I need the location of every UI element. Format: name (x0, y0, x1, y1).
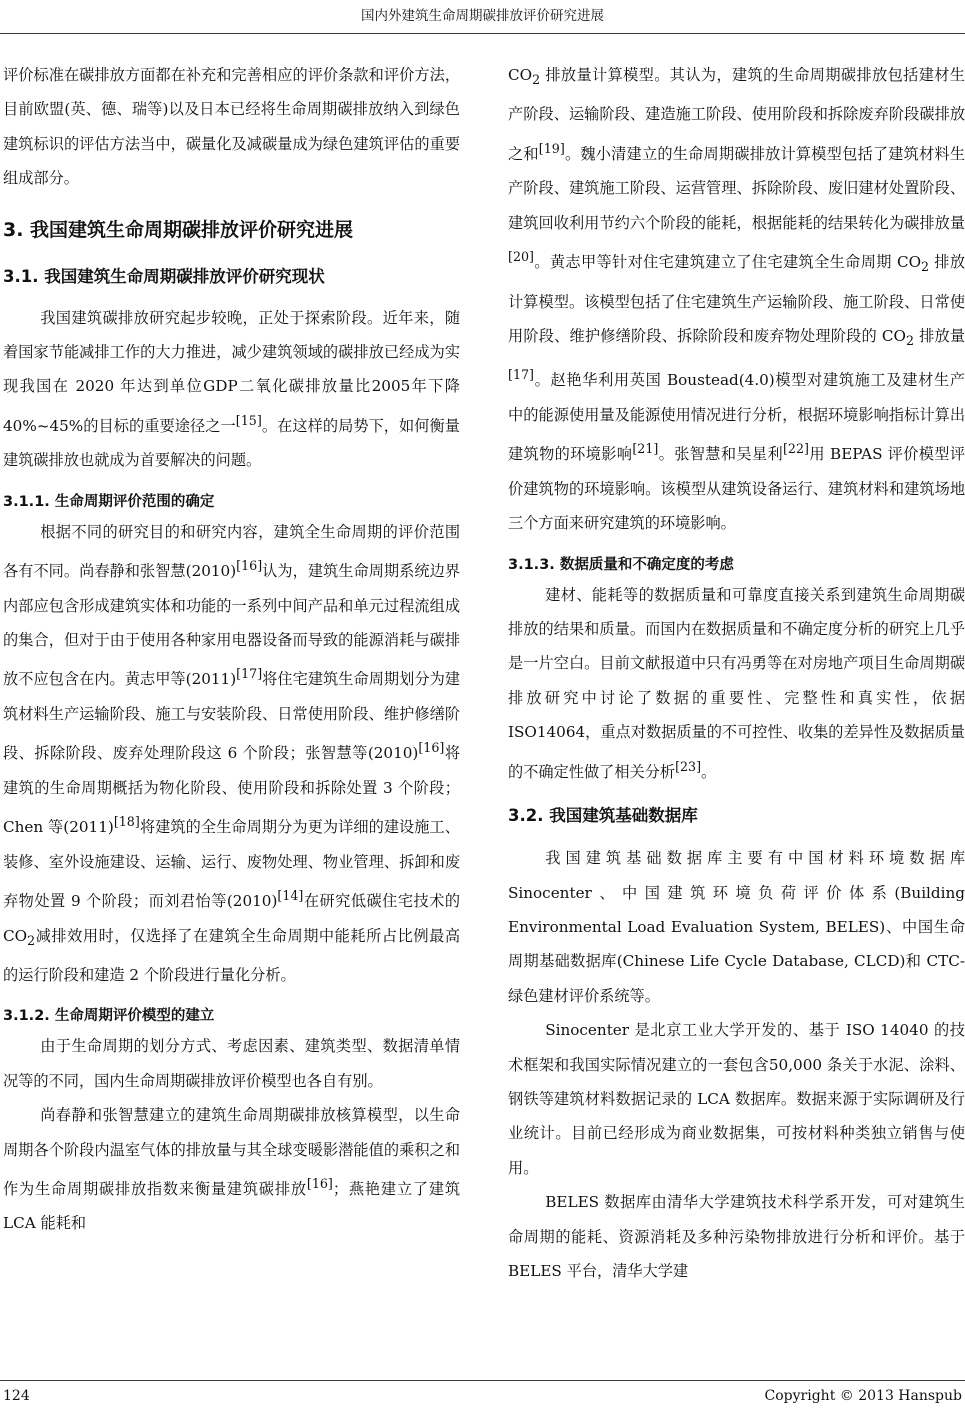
citation: [20] (508, 249, 534, 265)
copyright-notice: Copyright © 2013 Hanspub (764, 1388, 962, 1404)
section-3-2-paragraph-3: BELES 数据库由清华大学建筑技术科学系开发，可对建筑生命周期的能耗、资源消耗及多种污染物排放进行分析和评价。基于 BELES 平台，清华大学建 (508, 1193, 965, 1280)
subscript: 2 (921, 259, 930, 275)
header-rule (0, 33, 965, 34)
citation: [23] (675, 758, 702, 774)
citation: [17] (508, 367, 534, 383)
section-3-1-1-paragraph: 根据不同的研究目的和研究内容，建筑全生命周期的评价范围各有不同。尚春静和张智慧(2010)[16]认为，建筑生命周期系统边界内部应包含形成建筑实体和功能的一系列中间产品和单元过程流组成的集合，但对于由于使用各种家用电器设备而导致的能源消耗与碳排放不应包含在内。黄志甲等(2011)[17]将住宅建筑生命周期划分为建筑材料生产运输阶段、施工与安装阶段、日常使用阶段、维护修缮阶段、拆除阶段、废弃处理阶段这 6 个阶段；张智慧等(2010)[16]将建筑的生命周期概括为物化阶段、使用阶段和拆除处置 3 个阶段；Chen 等(2011)[18]将建筑的全生命周期分为更为详细的建设施工、装修、室外设施建设、运输、运行、废物处理、物业管理、拆卸和废弃物处置 9 个阶段；而刘君怡等(2010)[14]在研究低碳住宅技术的 $CO_2$减排效用时，仅选择了在建筑全生命周期中能耗所占比例最高的运行阶段和建造 2 个阶段进行量化分析。 (3, 522, 461, 984)
right-column (508, 58, 965, 1288)
citation: [19] (538, 140, 565, 156)
section-3-1-1-heading: 3.1.1. 生命周期评价范围的确定 (3, 493, 215, 510)
section-3-1-heading: 3.1. 我国建筑生命周期碳排放评价研究现状 (3, 266, 325, 286)
page-number: 124 (3, 1388, 30, 1404)
citation: [16] (418, 740, 445, 756)
running-title: 国内外建筑生命周期碳排放评价研究进展 (361, 8, 604, 24)
citation: [16] (236, 558, 263, 574)
subscript: 2 (906, 333, 915, 349)
citation: [22] (782, 441, 809, 457)
section-3-heading: 3. 我国建筑生命周期碳排放评价研究进展 (3, 218, 354, 241)
section-3-1-3-heading: 3.1.3. 数据质量和不确定度的考虑 (508, 556, 734, 573)
left-column (3, 58, 460, 1241)
section-3-2-heading: 3.2. 我国建筑基础数据库 (508, 806, 698, 826)
citation: [21] (632, 441, 659, 457)
footer-rule (0, 1380, 965, 1381)
citation: [15] (235, 412, 262, 428)
section-3-2-paragraph-2: Sinocenter 是北京工业大学开发的、基于 ISO 14040 的技术框架和我国实际情况建立的一套包含50,000 条关于水泥、涂料、钢铁等建筑材料数据记录的 LCA 数据库。数据来源于实际调研及行业统计。目前已经形成为商业数据集，可按材料种类独立销售与使用。 (508, 1021, 965, 1177)
section-3-1-paragraph: 我国建筑碳排放研究起步较晚，正处于探索阶段。近年来，随着国家节能减排工作的大力推进，减少建筑领域的碳排放已经成为实现我国在 2020 年达到单位GDP二氧化碳排放量比2005年下降40%~45%的目标的重要途径之一[15]。在这样的局势下，如何衡量建筑碳排放也就成为首要解决的问题。 (3, 308, 460, 470)
citation: [17] (236, 666, 263, 682)
section-3-1-2-paragraph-1: 由于生命周期的划分方式、考虑因素、建筑类型、数据清单情况等的不同，国内生命周期碳排放评价模型也各自有别。 (3, 1037, 460, 1090)
continued-paragraph: $CO_2$ 排放量计算模型。其认为，建筑的生命周期碳排放包括建材生产阶段、运输阶段、建造施工阶段、使用阶段和拆除废弃阶段碳排放之和[19]。魏小清建立的生命周期碳排放计算模型包括了建筑材料生产阶段、建筑施工阶段、运营管理、拆除阶段、废旧建材处置阶段、建筑回收利用节约六个阶段的能耗，根据能耗的结果转化为碳排放量[20]。黄志甲等针对住宅建筑建立了住宅建筑全生命周期 $CO_2$ 排放计算模型。该模型包括了住宅建筑生产运输阶段、施工阶段、日常使用阶段、维护修缮阶段、拆除阶段和废弃物处理阶段的 $CO_2$ 排放量[17]。赵艳华利用英国 Boustead(4.0)模型对建筑施工及建材生产中的能源使用量及能源使用情况进行分析，根据环境影响指标计算出建筑物的环境影响[21]。张智慧和吴星利[22]用 BEPAS 评价模型评价建筑物的环境影响。该模型从建筑设备运行、建筑材料和建筑场地三个方面来研究建筑的环境影响。 (508, 66, 965, 533)
subscript: 2 (27, 932, 36, 948)
section-3-2-paragraph-1: 我国建筑基础数据库主要有中国材料环境数据库 Sinocenter、中国建筑环境负荷评价体系(Building Environmental Load Evaluation System, BELES)、中国生命周期基础数据库(Chinese Life Cycle Database, CLCD)和 CTC-绿色建材评价系统等。 (508, 849, 965, 1005)
citation: [14] (277, 888, 304, 904)
citation: [18] (113, 814, 140, 830)
intro-paragraph: 评价标准在碳排放方面都在补充和完善相应的评价条款和评价方法，目前欧盟(英、德、瑞等)以及日本已经将生命周期碳排放纳入到绿色建筑标识的评估方法当中，碳量化及减碳量成为绿色建筑评估的重要组成部分。 (3, 66, 460, 188)
section-3-1-2-heading: 3.1.2. 生命周期评价模型的建立 (3, 1008, 215, 1025)
citation: [16] (306, 1175, 333, 1191)
section-3-1-3-paragraph: 建材、能耗等的数据质量和可靠度直接关系到建筑生命周期碳排放的结果和质量。而国内在数据质量和不确定度分析的研究上几乎是一片空白。目前文献报道中只有冯勇等在对房地产项目生命周期碳排放研究中讨论了数据的重要性、完整性和真实性，依据ISO14064，重点对数据质量的不可控性、收集的差异性及数据质量的不确定性做了相关分析[23]。 (508, 585, 965, 781)
subscript: 2 (532, 72, 541, 88)
section-3-1-2-paragraph-2: 尚春静和张智慧建立的建筑生命周期碳排放核算模型，以生命周期各个阶段内温室气体的排放量与其全球变暖影潜能值的乘积之和作为生命周期碳排放指数来衡量建筑碳排放[16]；燕艳建立了建筑 LCA 能耗和 (3, 1106, 461, 1233)
